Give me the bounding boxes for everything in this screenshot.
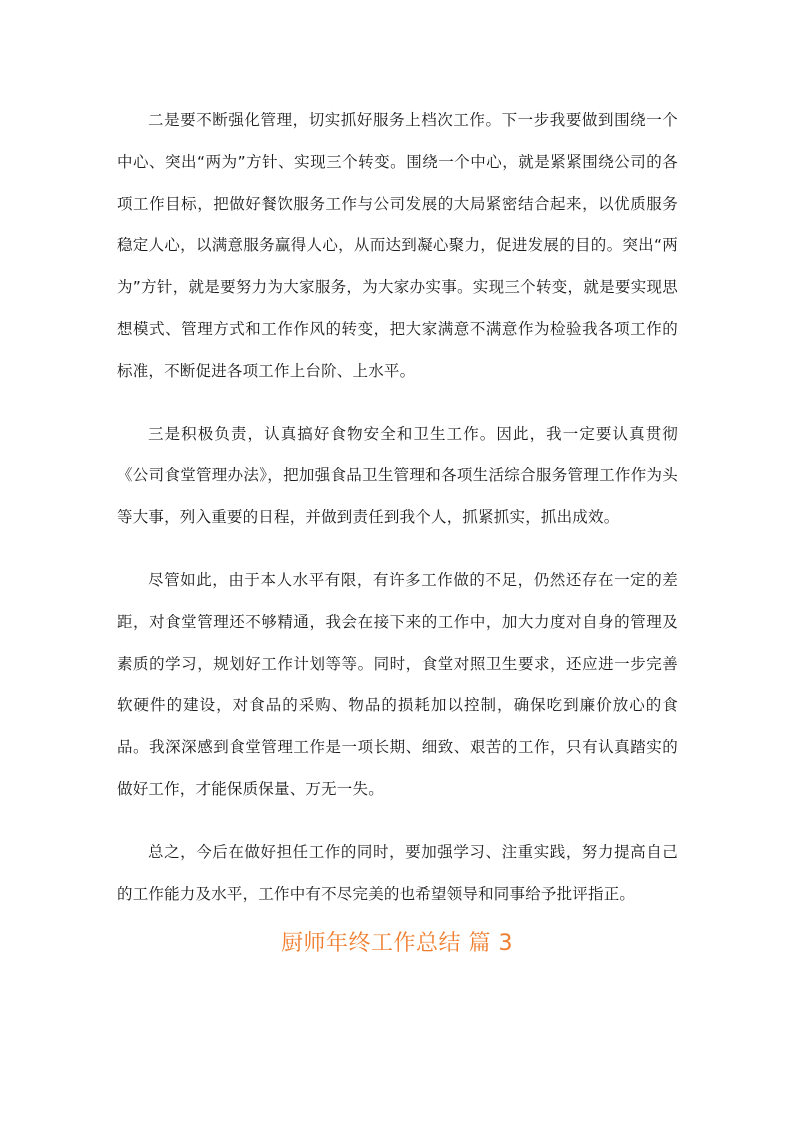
paragraph-conclusion: 总之，今后在做好担任工作的同时，要加强学习、注重实践，努力提高自己的工作能力及水平，工作中有不尽完美的也希望领导和同事给予批评指正。 <box>117 842 678 903</box>
paragraph-management: 二是要不断强化管理，切实抓好服务上档次工作。下一步我要做到围绕一个中心、突出“两为”方针、实现三个转变。围绕一个中心，就是紧紧围绕公司的各项工作目标，把做好餐饮服务工作与公司发展的大局紧密结合起来，以优质服务稳定人心，以满意服务赢得人心，从而达到凝心聚力，促进发展的目的。突出“两为”方针，就是要努力为大家服务，为大家办实事。实现三个转变，就是要实现思想模式、管理方式和工作作风的转变，把大家满意不满意作为检验我各项工作的标准，不断促进各项工作上台阶、上水平。 <box>117 111 678 380</box>
section-heading: 厨师年终工作总结 篇 3 <box>281 931 513 956</box>
paragraph-food-safety: 三是积极负责，认真搞好食物安全和卫生工作。因此，我一定要认真贯彻《公司食堂管理办法》，把加强食品卫生管理和各项生活综合服务管理工作作为头等大事，列入重要的日程，并做到责任到我个人，抓紧抓实，抓出成效。 <box>117 424 678 527</box>
paragraph-shortcomings: 尽管如此，由于本人水平有限，有许多工作做的不足，仍然还存在一定的差距，对食堂管理还不够精通，我会在接下来的工作中，加大力度对自身的管理及素质的学习，规划好工作计划等等。同时，食堂对照卫生要求，还应进一步完善软硬件的建设，对食品的采购、物品的损耗加以控制，确保吃到廉价放心的食品。我深深感到食堂管理工作是一项长期、细致、艰苦的工作，只有认真踏实的做好工作，才能保质保量、万无一失。 <box>117 570 678 798</box>
document-body <box>117 100 678 915</box>
